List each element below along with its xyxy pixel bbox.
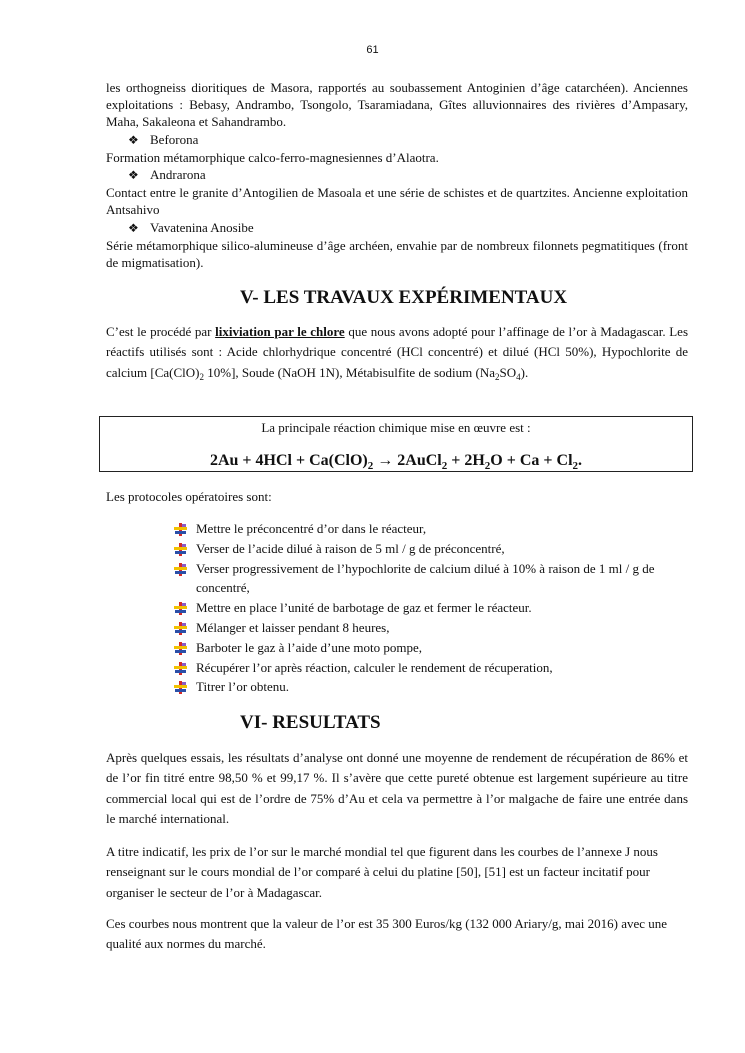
diamond-bullet-icon: ❖ [128, 168, 139, 183]
protocols-list [172, 519, 692, 697]
protocol-text: Verser de l’acide dilué à raison de 5 ml / g de préconcentré, [196, 540, 505, 556]
intro-paragraph-3: Contact entre le granite d’Antogilien de Masoala et une série de schistes et de quartzites. Ancienne exploitation Antsahivo [106, 185, 688, 218]
protocol-item [172, 658, 692, 678]
protocol-text: Mélanger et laisser pendant 8 heures, [196, 619, 390, 635]
pushpin-bullet-icon [174, 523, 187, 536]
protocol-text: Verser progressivement de l’hypochlorite de calcium dilué à 10% à raison de 1 ml / g de concentré, [196, 560, 655, 596]
reaction-box [99, 416, 693, 472]
protocol-text: Barboter le gaz à l’aide d’une moto pompe, [196, 639, 422, 655]
protocol-item [172, 618, 692, 638]
pushpin-bullet-icon [174, 642, 187, 655]
section-5-paragraph: C’est le procédé par lixiviation par le chlore que nous avons adopté pour l’affinage de l’or à Madagascar. Les réactifs utilisés sont : Acide chlorhydrique concentré (HCl concentré) et dilué (HCl 50%), Hypochlorite de calcium [$Ca(ClO)_2$ 10%], Soude (NaOH 1N), Métabisulfite de sodium $(Na_2SO_4)$. [106, 324, 689, 382]
protocol-item [172, 638, 692, 658]
reaction-equation: $2Au + 4HCl + Ca(ClO)_2$ → 2AuCl$_2$ + $2H_2O + Ca + Cl_2$. [209, 452, 583, 472]
results-paragraph-2: A titre indicatif, les prix de l’or sur le marché mondial tel que figurent dans les courbes de l’annexe J nous renseignant sur le cours mondial de l’or comparé à celui du platine [50], [51] est un facteur incitatif pour organiser le secteur de l’or à Madagascar. [106, 844, 658, 900]
protocol-text: Mettre en place l’unité de barbotage de gaz et fermer le réacteur. [196, 600, 532, 616]
protocols-intro: Les protocoles opératoires sont: [106, 489, 272, 504]
intro-paragraph-2: Formation métamorphique calco-ferro-magnesiennes d’Alaotra. [106, 149, 439, 165]
bullet-andrarona [106, 166, 688, 184]
protocol-text: Récupérer l’or après réaction, calculer le rendement de récuperation, [196, 659, 553, 675]
protocol-item [172, 598, 692, 618]
bullet-label: Andrarona [150, 167, 206, 183]
bullet-label: Beforona [150, 131, 199, 147]
page-number: 61 [366, 44, 379, 56]
pushpin-bullet-icon [174, 543, 187, 556]
pushpin-bullet-icon [174, 662, 187, 675]
section-6-title: VI- RESULTATS [240, 712, 381, 733]
bullet-label: Vavatenina Anosibe [150, 219, 254, 235]
protocol-text: Mettre le préconcentré d’or dans le réacteur, [196, 521, 427, 536]
section-5-title: V- LES TRAVAUX EXPÉRIMENTAUX [240, 287, 568, 308]
bullet-vavatenina [106, 219, 688, 237]
protocol-item [172, 559, 692, 599]
pushpin-bullet-icon [174, 563, 187, 576]
reaction-intro: La principale réaction chimique mise en œuvre est : [261, 420, 531, 435]
results-paragraph-3: Ces courbes nous montrent que la valeur de l’or est 35 300 Euros/kg (132 000 Ariary/g, mai 2016) avec une qualité aux normes du marché. [106, 916, 668, 952]
protocol-text: Titrer l’or obtenu. [196, 679, 290, 695]
pushpin-bullet-icon [174, 622, 187, 635]
protocol-item [172, 539, 692, 559]
pushpin-bullet-icon [174, 602, 187, 615]
intro-section [106, 79, 688, 271]
highlighted-term: lixiviation par le chlore [215, 324, 345, 339]
bullet-beforona [106, 131, 688, 149]
intro-paragraph-4: Série métamorphique silico-alumineuse d’âge archéen, envahie par de nombreux filonnets pegmatitiques (front de migmatisation). [106, 237, 688, 271]
diamond-bullet-icon: ❖ [128, 220, 139, 235]
results-paragraph-1: Après quelques essais, les résultats d’analyse ont donné une moyenne de rendement de récupération de 86% et de l’or fin titré entre 98,50 % et 99,17 %. Il s’avère que cette pureté obtenue est largement supérieure au titre commercial local qui est de l’ordre de 75% d’Au et cela va permettre à l’or malgache de faire une entrée dans le marché international. [106, 750, 688, 827]
diamond-bullet-icon: ❖ [128, 132, 139, 147]
intro-paragraph-1: les orthogneiss dioritiques de Masora, rapportés au soubassement Antoginien d’âge catarchéen). Anciennes exploitations : Bebasy, Andrambo, Tsongolo, Tsaramiadana, Gîtes alluvionnaires des rivières d’Ampasary, Maha, Sakaleona et Sahandrambo. [106, 80, 688, 130]
protocol-item [172, 519, 692, 539]
pushpin-bullet-icon [174, 681, 187, 694]
protocol-item [172, 677, 692, 697]
